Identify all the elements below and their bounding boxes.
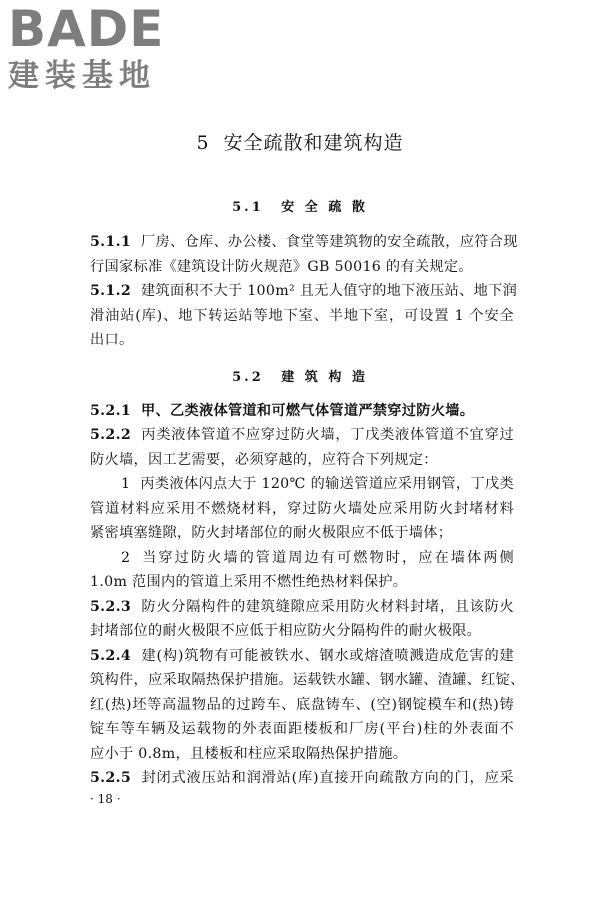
line-text: 封堵部位的耐火极限不应低于相应防火分隔构件的耐火极限。 — [90, 623, 482, 639]
clause-number: 5.2.1 — [90, 403, 131, 419]
paragraph-line — [121, 548, 514, 568]
paragraph-line — [90, 281, 518, 301]
page-number: · 18 · — [90, 792, 121, 806]
clause-number: 5.2.4 — [90, 648, 131, 664]
section-title-text: 安 全 疏 散 — [281, 200, 368, 215]
line-text: 建筑面积不大于 100m² 且无人值守的地下液压站、地下润 — [141, 283, 518, 299]
paragraph-line — [90, 670, 525, 690]
section-title-text: 建 筑 构 造 — [281, 370, 368, 385]
line-text: 红(热)坯等高温物品的过跨车、底盘铸车、(空)钢锭模车和(热)铸 — [90, 697, 514, 713]
chapter-number: 5 — [196, 132, 210, 154]
paragraph-line — [90, 306, 514, 326]
clause-number: 5.2.5 — [90, 770, 131, 786]
line-text: 丙类液体管道不应穿过防火墙，丁戊类液体管道不宜穿过 — [141, 427, 514, 443]
logo-subtitle: 建装基地 — [8, 58, 156, 94]
line-text: 行国家标准《建筑设计防火规范》GB 50016 的有关规定。 — [90, 259, 473, 275]
paragraph-line — [90, 695, 514, 715]
paragraph-line — [90, 719, 514, 739]
paragraph-line — [121, 474, 514, 494]
line-text: 紧密填塞缝隙，防火封堵部位的耐火极限应不低于墙体； — [90, 525, 453, 541]
section-heading-5-1 — [0, 196, 600, 215]
chapter-title — [0, 128, 600, 155]
line-text: 1.0m 范围内的管道上采用不燃性绝热材料保护。 — [90, 574, 408, 590]
line-text: 筑构件，应采取隔热保护措施。运载铁水罐、钢水罐、渣罐、红锭、 — [90, 672, 525, 688]
paragraph-line — [90, 425, 514, 445]
line-text: 封闭式液压站和润滑站(库)直接开向疏散方向的门，应采 — [141, 770, 514, 786]
line-text: 甲、乙类液体管道和可燃气体管道严禁穿过防火墙。 — [141, 403, 475, 419]
paragraph-line — [90, 401, 514, 421]
paragraph-line — [90, 646, 514, 666]
line-text: 滑油站(库)、地下转运站等地下室、半地下室，可设置 1 个安全 — [90, 308, 514, 324]
section-heading-5-2 — [0, 366, 600, 385]
paragraph-line — [90, 744, 514, 764]
paragraph-line — [90, 232, 518, 252]
paragraph-line — [90, 499, 514, 519]
paragraph-line — [90, 450, 514, 470]
clause-number: 5.2.2 — [90, 427, 131, 443]
line-text: 丙类液体闪点大于 120℃ 的输送管道应采用钢管，丁戊类 — [140, 476, 514, 492]
paragraph-line — [90, 621, 514, 641]
line-text: 应小于 0.8m，且楼板和柱应采取隔热保护措施。 — [90, 746, 408, 762]
line-text: 管道材料应采用不燃烧材料，穿过防火墙处应采用防火封堵材料 — [90, 501, 514, 517]
section-number: 5.2 — [232, 370, 264, 385]
section-number: 5.1 — [232, 200, 264, 215]
line-text: 锭车等车辆及运载物的外表面距楼板和厂房(平台)柱的外表面不 — [90, 721, 514, 737]
bade-logo — [8, 0, 178, 94]
item-number: 2 — [121, 550, 131, 566]
line-text: 出口。 — [90, 332, 134, 348]
paragraph-line — [90, 597, 514, 617]
line-text: 当穿过防火墙的管道周边有可燃物时，应在墙体两侧 — [140, 550, 514, 566]
paragraph-line — [90, 768, 514, 788]
clause-number: 5.1.1 — [90, 234, 131, 250]
item-number: 1 — [121, 476, 131, 492]
line-text: 厂房、仓库、办公楼、食堂等建筑物的安全疏散，应符合现 — [141, 234, 518, 250]
paragraph-line — [90, 572, 514, 592]
chapter-title-text: 安全疏散和建筑构造 — [223, 132, 404, 154]
paragraph-line — [90, 257, 514, 277]
line-text: 建(构)筑物有可能被铁水、钢水或熔渣喷溅造成危害的建 — [141, 648, 514, 664]
clause-number: 5.1.2 — [90, 283, 131, 299]
line-text: 防火墙，因工艺需要，必须穿越的，应符合下列规定： — [90, 452, 438, 468]
clause-number: 5.2.3 — [90, 599, 131, 615]
logo-wordmark: BADE — [8, 0, 165, 58]
paragraph-line — [90, 523, 514, 543]
paragraph-line — [90, 330, 514, 350]
line-text: 防火分隔构件的建筑缝隙应采用防火材料封堵，且该防火 — [141, 599, 514, 615]
